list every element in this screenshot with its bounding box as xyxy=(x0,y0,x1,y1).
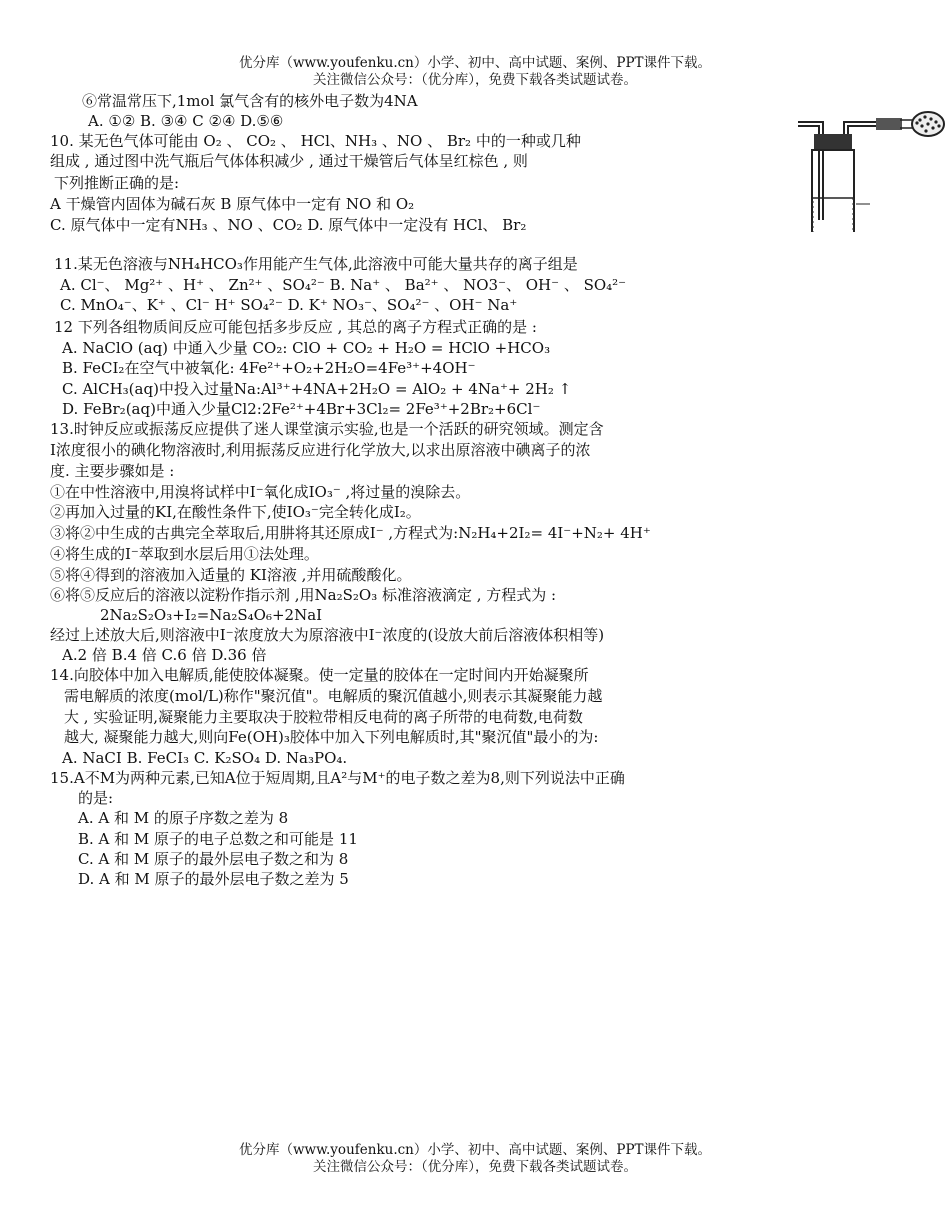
q12-option-b: B. FeCI₂在空气中被氧化: 4Fe²⁺+O₂+2H₂O=4Fe³⁺+4OH⁻ xyxy=(62,359,476,377)
q11-options-ab: A. Cl⁻、 Mg²⁺ 、H⁺ 、 Zn²⁺ 、SO₄²⁻ B. Na⁺ 、 Ba²⁺ 、 NO3⁻、 OH⁻ 、 SO₄²⁻ xyxy=(60,276,627,294)
q10-options-ab: A 干燥管内固体为碱石灰 B 原气体中一定有 NO 和 O₂ xyxy=(50,195,415,213)
q13-stem-2: I浓度很小的碘化物溶液时,利用振荡反应进行化学放大,以求出原溶液中碘离子的浓 xyxy=(50,441,591,459)
q15-option-c: C. A 和 M 原子的最外层电子数之和为 8 xyxy=(78,850,349,868)
q13-step-2: ②再加入过量的KI,在酸性条件下,使IO₃⁻完全转化成I₂。 xyxy=(50,503,421,521)
q13-options: A.2 倍 B.4 倍 C.6 倍 D.36 倍 xyxy=(62,646,267,664)
q13-stem-3: 度. 主要步骤如是 : xyxy=(50,462,175,480)
q13-step-1: ①在中性溶液中,用溴将试样中I⁻氧化成IO₃⁻ ,将过量的溴除去。 xyxy=(50,483,471,501)
q14-stem-3: 大 , 实验证明,凝聚能力主要取决于胶粒带相反电荷的离子所带的电荷数,电荷数 xyxy=(64,708,583,726)
q13-equation: 2Na₂S₂O₃+I₂=Na₂S₄O₆+2NaI xyxy=(100,606,323,624)
q15-stem-2: 的是: xyxy=(78,789,114,807)
q13-step-6: ⑥将⑤反应后的溶液以淀粉作指示剂 ,用Na₂S₂O₃ 标准溶液滴定 , 方程式为 : xyxy=(50,586,557,604)
gas-washing-bottle-drying-tube-figure xyxy=(796,108,946,232)
q13-question: 经过上述放大后,则溶液中I⁻浓度放大为原溶液中I⁻浓度的(设放大前后溶液体积相等) xyxy=(50,626,605,644)
q15-option-b: B. A 和 M 原子的电子总数之和可能是 11 xyxy=(78,830,358,848)
footer-line-1: 优分库（www.youfenku.cn）小学、初中、高中试题、案例、PPT课件下载。 xyxy=(238,1142,712,1158)
q9-options: A. ①② B. ③④ C ②④ D.⑤⑥ xyxy=(88,112,284,130)
bottle-stopper xyxy=(814,134,852,150)
q10-stem-1: 10. 某无色气体可能由 O₂ 、 CO₂ 、 HCl、NH₃ 、NO 、 Br₂ 中的一种或几种 xyxy=(50,132,581,150)
footer-line-2: 关注微信公众号：（优分库），免费下载各类试题试卷。 xyxy=(313,1159,637,1175)
q10-stem-2: 组成 , 通过图中洗气瓶后气体体积减少 , 通过干燥管后气体呈红棕色 , 则 xyxy=(50,152,528,170)
q14-stem-1: 14.向胶体中加入电解质,能使胶体凝聚。使一定量的胶体在一定时间内开始凝聚所 xyxy=(50,666,589,684)
q15-stem-1: 15.A不M为两种元素,已知A位于短周期,且A²与M⁺的电子数之差为8,则下列说法中正确 xyxy=(50,769,625,787)
q14-stem-4: 越大, 凝聚能力越大,则向Fe(OH)₃胶体中加入下列电解质时,其"聚沉值"最小的为: xyxy=(64,728,599,746)
q14-options: A. NaCI B. FeCI₃ C. K₂SO₄ D. Na₃PO₄. xyxy=(62,749,348,767)
q13-step-5: ⑤将④得到的溶液加入适量的 KI溶液 ,并用硫酸酸化。 xyxy=(50,566,412,584)
header-line-1: 优分库（www.youfenku.cn）小学、初中、高中试题、案例、PPT课件下载。 xyxy=(238,55,712,71)
q13-step-3: ③将②中生成的古典完全萃取后,用肼将其还原成I⁻ ,方程式为:N₂H₄+2I₂= 4I⁻+N₂+ 4H⁺ xyxy=(50,524,651,542)
q9-item-6: ⑥常温常压下,1mol 氯气含有的核外电子数为4NA xyxy=(82,92,418,110)
q13-stem-1: 13.时钟反应或振荡反应提供了迷人课堂演示实验,也是一个活跃的研究领域。测定含 xyxy=(50,420,604,438)
q11-options-cd: C. MnO₄⁻、K⁺ 、Cl⁻ H⁺ SO₄²⁻ D. K⁺ NO₃⁻、SO₄²⁻ 、OH⁻ Na⁺ xyxy=(60,296,518,314)
drying-tube xyxy=(900,112,944,136)
q14-stem-2: 需电解质的浓度(mol/L)称作"聚沉值"。电解质的聚沉值越小,则表示其凝聚能力越 xyxy=(64,687,603,705)
q12-option-d: D. FeBr₂(aq)中通入少量Cl2:2Fe²⁺+4Br+3Cl₂= 2Fe³⁺+2Br₂+6Cl⁻ xyxy=(62,400,541,418)
q10-options-cd: C. 原气体中一定有NH₃ 、NO 、CO₂ D. 原气体中一定没有 HCl、 Br₂ xyxy=(50,216,527,234)
q12-stem: 12 下列各组物质间反应可能包括多步反应 , 其总的离子方程式正确的是 : xyxy=(54,318,537,336)
q11-stem: 11.某无色溶液与NH₄HCO₃作用能产生气体,此溶液中可能大量共存的离子组是 xyxy=(54,255,578,273)
q15-option-d: D. A 和 M 原子的最外层电子数之差为 5 xyxy=(78,870,349,888)
header-line-2: 关注微信公众号：（优分库），免费下载各类试题试卷。 xyxy=(313,72,637,88)
q15-option-a: A. A 和 M 的原子序数之差为 8 xyxy=(78,809,289,827)
q12-option-a: A. NaClO (aq) 中通入少量 CO₂: ClO + CO₂ + H₂O = HClO +HCO₃ xyxy=(62,339,551,357)
q10-stem-3: 下列推断正确的是: xyxy=(54,174,180,192)
tube-connector xyxy=(876,118,902,130)
q12-option-c: C. AlCH₃(aq)中投入过量Na:Al³⁺+4NA+2H₂O = AlO₂ + 4Na⁺+ 2H₂ ↑ xyxy=(62,380,572,398)
q13-step-4: ④将生成的I⁻萃取到水层后用①法处理。 xyxy=(50,545,319,563)
